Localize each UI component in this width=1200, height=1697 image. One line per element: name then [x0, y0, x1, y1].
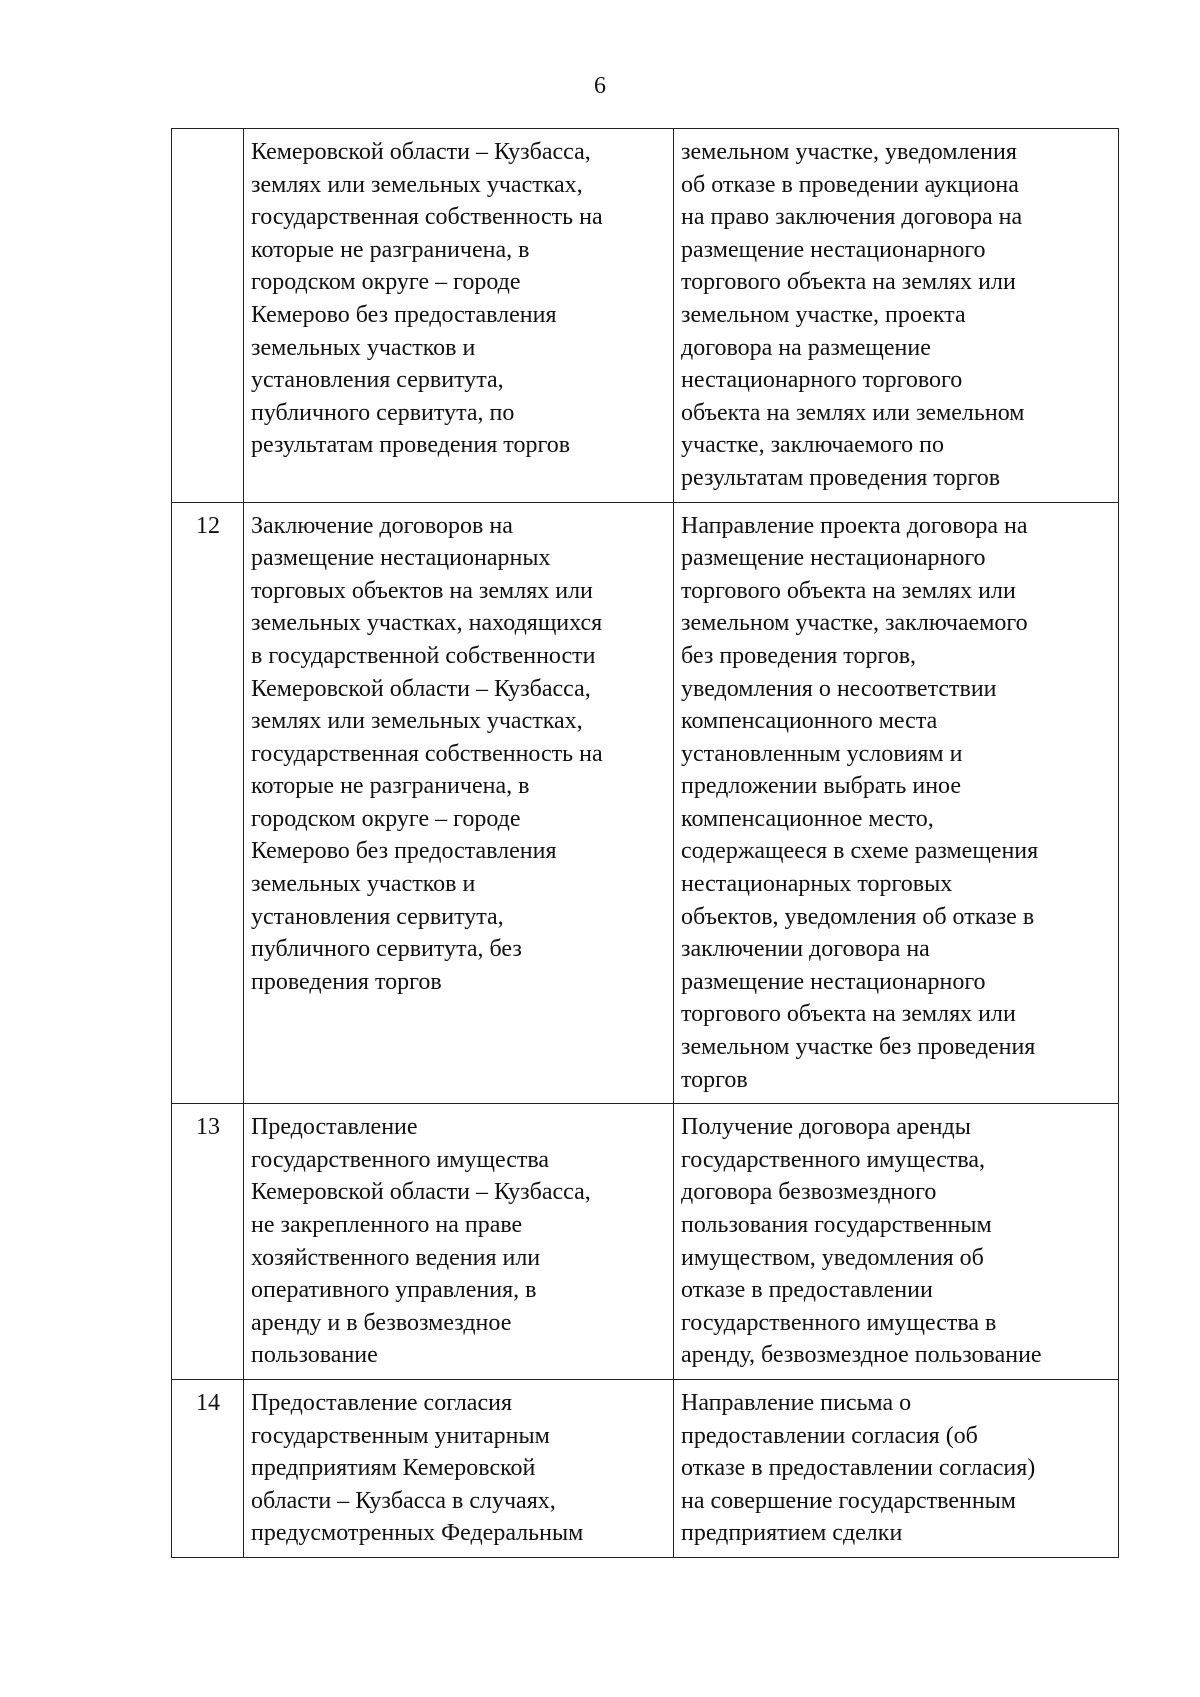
- service-result-cell: Направление проекта договора на размещение нестационарного торгового объекта на землях или земельном участке, заключаемого без проведения торгов, уведомления о несоответствии компенсационного места установленным условиям и предложении выбрать иное компенсационное место, содержащееся в схеме размещения нестационарных торговых объектов, уведомления об отказе в заключении договора на размещение нестационарного торгового объекта на землях или земельном участке без проведения торгов: [674, 502, 1119, 1104]
- table-row: [172, 1104, 1119, 1380]
- row-number: [172, 129, 244, 503]
- service-name-cell: Заключение договоров на размещение нестационарных торговых объектов на землях или земельных участках, находящихся в государственной собственности Кемеровской области – Кузбасса, землях или земельных участках, государственная собственность на которые не разграничена, в городском округе – городе Кемерово без предоставления земельных участков и установления сервитута, публичного сервитута, без проведения торгов: [244, 502, 674, 1104]
- service-result-cell: Получение договора аренды государственного имущества, договора безвозмездного пользования государственным имуществом, уведомления об отказе в предоставлении государственного имущества в аренду, безвозмездное пользование: [674, 1104, 1119, 1380]
- row-number: 12: [172, 502, 244, 1104]
- row-number: 13: [172, 1104, 244, 1380]
- services-table: [171, 128, 1119, 1558]
- row-number: 14: [172, 1379, 244, 1557]
- service-result-cell: Направление письма о предоставлении согласия (об отказе в предоставлении согласия) на совершение государственным предприятием сделки: [674, 1379, 1119, 1557]
- table-row: [172, 502, 1119, 1104]
- table-row: [172, 129, 1119, 503]
- service-result-cell: земельном участке, уведомления об отказе в проведении аукциона на право заключения договора на размещение нестационарного торгового объекта на землях или земельном участке, проекта договора на размещение нестационарного торгового объекта на землях или земельном участке, заключаемого по результатам проведения торгов: [674, 129, 1119, 503]
- table-row: [172, 1379, 1119, 1557]
- service-name-cell: Кемеровской области – Кузбасса, землях или земельных участках, государственная собственность на которые не разграничена, в городском округе – городе Кемерово без предоставления земельных участков и установления сервитута, публичного сервитута, по результатам проведения торгов: [244, 129, 674, 503]
- service-name-cell: Предоставление государственного имущества Кемеровской области – Кузбасса, не закрепленного на праве хозяйственного ведения или оперативного управления, в аренду и в безвозмездное пользование: [244, 1104, 674, 1380]
- page-number: 6: [594, 73, 606, 99]
- service-name-cell: Предоставление согласия государственным унитарным предприятиям Кемеровской области – Кузбасса в случаях, предусмотренных Федеральным: [244, 1379, 674, 1557]
